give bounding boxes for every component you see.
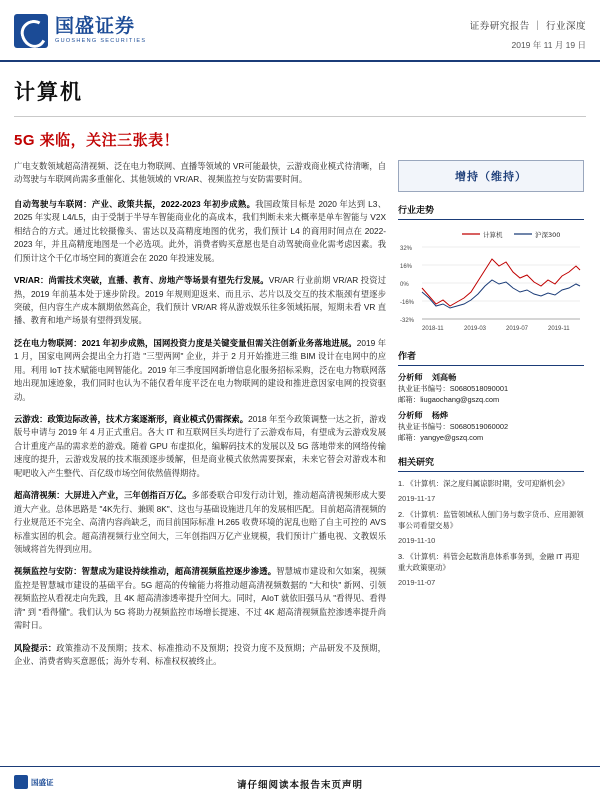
author-license-1: 执业证书编号：S0680519060002	[398, 421, 509, 431]
paragraph-summary: 广电支数领域超高清视频、泛在电力物联网、直播等领域的 VR可能最快，云游戏商业模式待清晰，自动驾驶与车联网尚需多重催化、其他领域的 VR/AR、视频监控与安防需要时间。	[14, 161, 386, 185]
report-headline: 5G 来临，关注三张表！	[14, 132, 180, 149]
paragraph-risk-warning: 风险提示：政策推动不及预期；技术、标准推动不及预期；投资力度不及预期；产品研发不及预期，企业、消费者购买意愿低；海外专利、标准权权被终止。	[14, 642, 386, 666]
related-item-text-1: 2. 《计算机：监管领域私人刨门务与数字货币、应用源领事公司看望交易》	[398, 509, 584, 531]
related-item-date-2: 2019-11-07	[398, 578, 436, 588]
x-tick-0: 2018-11	[422, 326, 444, 332]
title-divider	[14, 116, 586, 117]
body-columns	[0, 150, 600, 677]
paragraph-power-iot: 泛在电力物联网：2021 年初步成熟，国网投资力度是关键变量但需关注创新业务落地进展。2019 年 1 月，国家电网两会提出全力打造 "三型两网" 企业，并于 2 月开始推进三维 BIM 设计在电网中的应用。利用 IoT 技术赋能电网智能化。2019 年三季度国网新增信息化服务招标采购，泛在电力物联网落地出现加速迹象，我们同时也认为不能仅看年度平泛在电力物联网的建设和推进意因家电网的投资驱动。	[14, 337, 386, 402]
page-header	[0, 0, 600, 62]
related-item-date-0: 2019-11-17	[398, 493, 436, 503]
y-tick-2: 0%	[400, 282, 409, 288]
footer-logo-label: 国盛证	[31, 778, 54, 787]
page-title: 计算机	[14, 81, 83, 104]
industry-trend-section	[398, 203, 584, 338]
logo-text	[55, 17, 146, 45]
industry-trend-chart	[398, 226, 584, 338]
list-item[interactable]	[398, 551, 584, 587]
brand-logo	[14, 14, 146, 48]
paragraph-uhd-video: 超高清视频：大屏进入产业，三年创指百万亿。多部委联合印发行动计划，推动超高清视频形成大要道大产业。总体思路是 "4K先行、兼顾 8K"、这也与基础设施进几年的发展相匹配。目前超高清视频的行业规范还不完全、高清内容尚缺乏，而目前国际标准 H.265 收费环境的泥乱也赔了自主可控的 AVS 标准实固的机会。超高清视频行业空间大，三年创指四万亿产业规模，我们预计广播电视、文教娱乐领域将首先得到应用。	[14, 490, 386, 554]
author-email-0[interactable]: 邮箱：liugaochang@gszq.com	[398, 395, 500, 405]
author-email-1[interactable]: 邮箱：yangye@gszq.com	[398, 433, 484, 443]
author-role-name-1: 分析师 杨烨	[398, 410, 449, 420]
main-content	[14, 160, 386, 677]
y-tick-0: 32%	[400, 246, 413, 252]
report-type-label: 证券研究报告 ｜ 行业深度	[469, 21, 586, 32]
paragraph-video-surveillance: 视频监控与安防：智慧成为建设持续推动，超高清视频监控逐步渗透。智慧城市建设和欠如案，视频监控是智慧城市建设的基础平台。5G 超高的传输能力将推动超高清视频数据的 "大和快" 新网、引领视频监控从看视走向先践，且 4K 超高清渗透率提升空间大。同时，AIoT 就依旧强马从 "看得见、看得清" 到 "看得懂"。我们认为 5G 将助力视频监控市场增长提速、不过 4K 超高清视频监控渗透率提升尚需时日。	[14, 566, 386, 631]
author-entry	[398, 372, 584, 406]
y-tick-1: 16%	[400, 264, 413, 270]
title-block	[0, 62, 600, 150]
list-item[interactable]	[398, 478, 584, 503]
header-meta	[470, 18, 586, 51]
related-item-text-0: 1. 《计算机：深之度归属谅影时期，安可迎渐机会》	[398, 478, 569, 488]
paragraph-vr-ar: VR/AR：尚需技术突破，直播、教育、房地产等场景有望先行发展。VR/AR 行业前期 VR/AR 投资过热，2019 年前基本处于速步阶段。2019 年规则迎返来、而且示、芯片以及交互的技术瓶颈有望逐步突破，但内容生产成本额期依然高企，我们预计 VR/AR 将从游戏娱乐往多领域拓展，短期未看 VR 直播、教育和地产场景有望得到发展。	[14, 275, 386, 326]
legend-label-1: 沪深300	[535, 231, 561, 239]
page-footer	[0, 766, 600, 800]
paragraph-autonomous-driving: 自动驾驶与车联网：产业、政策共振，2022-2023 年初步成熟。我国政策目标是 2020 年达到 L3、2025 年实现 L4/L5，由于受制于半导车智能商业化的高成本，我们判断未来大概率是单车智能与 V2X 相结合的方式。通过比较摄像头、雷达以及高精度地图的优劣，我们预计 L4 的商用时间点在 2022-2023 年，并且高精度地图是一个必选项。此外，消费者购买意愿也是自动驾驶商业化需考虑因素。我们预计这个千亿市场空间的赛道会在 2020 年投速发展。	[14, 198, 386, 263]
y-tick-3: -16%	[400, 300, 415, 306]
industry-trend-title: 行业走势	[398, 203, 584, 220]
x-tick-1: 2019-03	[464, 326, 487, 332]
related-research-title: 相关研究	[398, 455, 584, 472]
sidebar	[398, 160, 584, 677]
authors-title: 作者	[398, 349, 584, 366]
author-role-name-0: 分析师 刘高畅	[398, 373, 457, 382]
rating-badge: 增持（维持）	[398, 160, 584, 192]
author-entry	[398, 410, 584, 444]
report-date: 2019 年 11 月 19 日	[511, 40, 586, 50]
authors-section	[398, 349, 584, 444]
author-license-0: 执业证书编号：S0680518090001	[398, 384, 509, 393]
x-tick-2: 2019-07	[506, 326, 529, 332]
logo-name-en: GUOSHENG SECURITIES	[55, 38, 147, 45]
x-tick-3: 2019-11	[548, 326, 570, 332]
related-item-date-1: 2019-11-10	[398, 536, 436, 546]
y-tick-4: -32%	[400, 318, 415, 324]
logo-name-cn: 国盛证券	[55, 15, 136, 38]
list-item[interactable]	[398, 509, 584, 545]
related-research-section	[398, 455, 584, 588]
paragraph-cloud-gaming: 云游戏：政策边际改善，技术方案逐渐形，商业模式仍需探索。2018 年至今政策调整一达之折，游戏版号申请与 2019 年 4 月正式重启。各大 IT 和互联网巨头均进行了云游戏布局，有望成为云游戏发展合计重度产品的需求差的游戏。随着 GPU 布虚拟化，编解码技术的发展以及 5G 落地带来的网络传输速度的提升，云游戏发展的技术瓶颈逐步缓解，但是商业模式依然需要探索，未来它替会对游戏本和呢吧收入产生整代、百亿级市场空间依然值得期待。	[14, 414, 386, 478]
trend-chart-svg	[398, 226, 584, 338]
footer-notice: 请仔细阅读本报告末页声明	[236, 780, 363, 791]
related-item-text-2: 3. 《计算机：科管会起数消息体系事务到，金融 IT 再迎重大政策驱动》	[398, 552, 580, 573]
legend-label-0: 计算机	[483, 231, 503, 239]
logo-mark-icon	[14, 14, 48, 48]
